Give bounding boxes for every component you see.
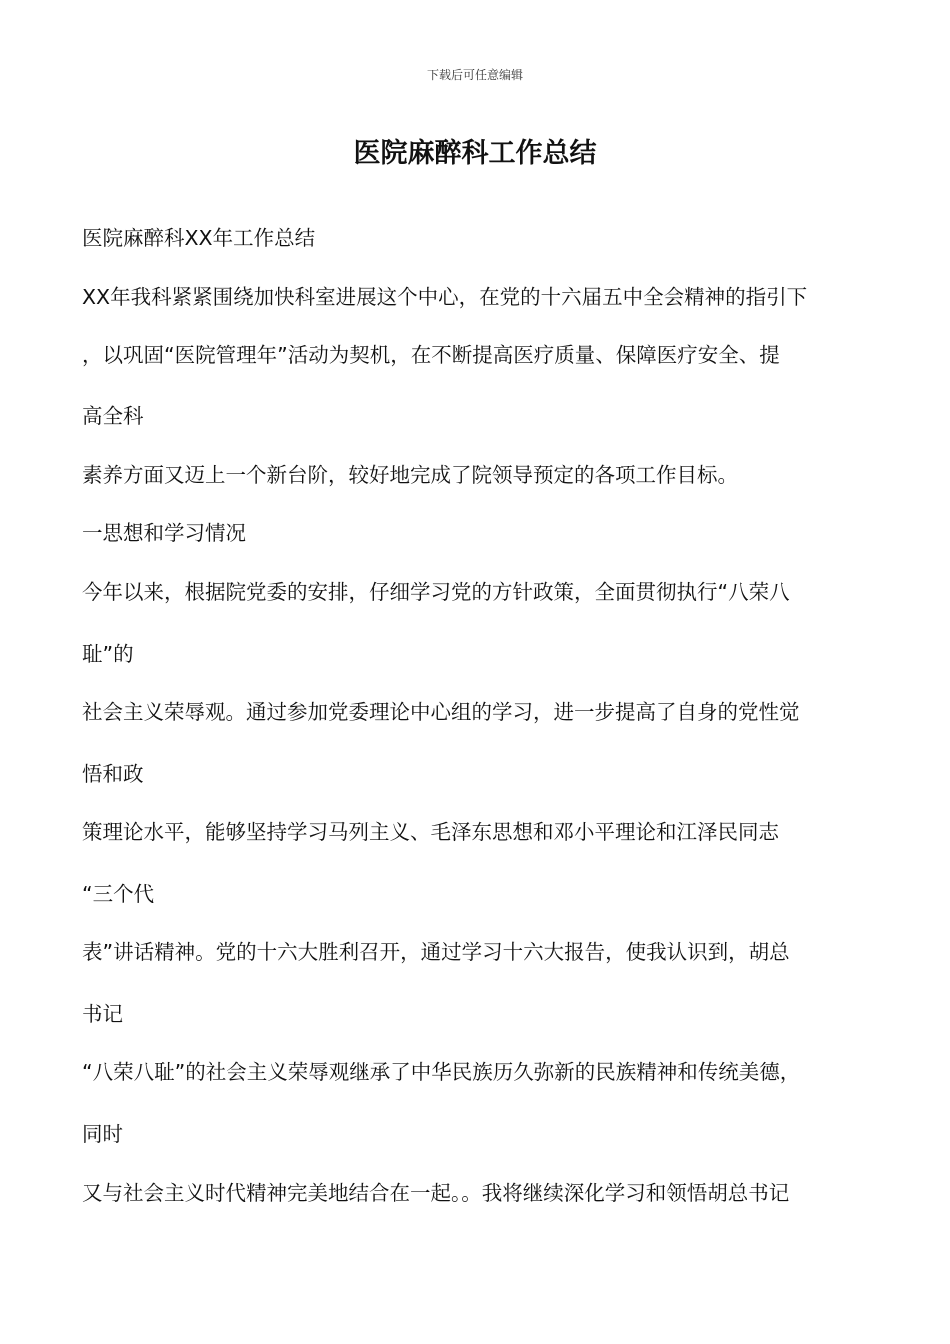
body-line: 同时 (82, 1122, 123, 1146)
body-line: “三个代 (82, 882, 155, 906)
body-line: ，以巩固“医院管理年”活动为契机，在不断提高医疗质量、保障医疗安全、提 (82, 343, 780, 367)
body-line: 社会主义荣辱观。通过参加党委理论中心组的学习，进一步提高了自身的党性觉 (82, 700, 800, 724)
document-title: 医院麻醉科工作总结 (353, 138, 597, 169)
body-line: “八荣八耻”的社会主义荣辱观继承了中华民族历久弥新的民族精神和传统美德， (82, 1060, 801, 1084)
document-body (82, 0, 882, 1344)
section-heading: 一思想和学习情况 (82, 521, 246, 545)
body-line: 高全科 (82, 404, 144, 428)
body-line: 策理论水平，能够坚持学习马列主义、毛泽东思想和邓小平理论和江泽民同志 (82, 820, 779, 844)
header-note: 下载后可任意编辑 (426, 68, 523, 82)
body-line: 今年以来，根据院党委的安排，仔细学习党的方针政策，全面贯彻执行“八荣八 (82, 580, 790, 604)
body-line: 又与社会主义时代精神完美地结合在一起。。我将继续深化学习和领悟胡总书记 (82, 1181, 790, 1205)
body-line: 悟和政 (82, 762, 144, 786)
body-line: 素养方面又迈上一个新台阶，较好地完成了院领导预定的各项工作目标。 (82, 463, 738, 487)
body-line: XX年我科紧紧围绕加快科室进展这个中心，在党的十六届五中全会精神的指引下 (82, 285, 808, 309)
body-line: 表”讲话精神。党的十六大胜利召开，通过学习十六大报告，使我认识到，胡总 (82, 940, 790, 964)
body-line: 医院麻醉科XX年工作总结 (82, 226, 316, 250)
body-line: 耻”的 (82, 642, 134, 666)
body-line: 书记 (82, 1002, 123, 1026)
